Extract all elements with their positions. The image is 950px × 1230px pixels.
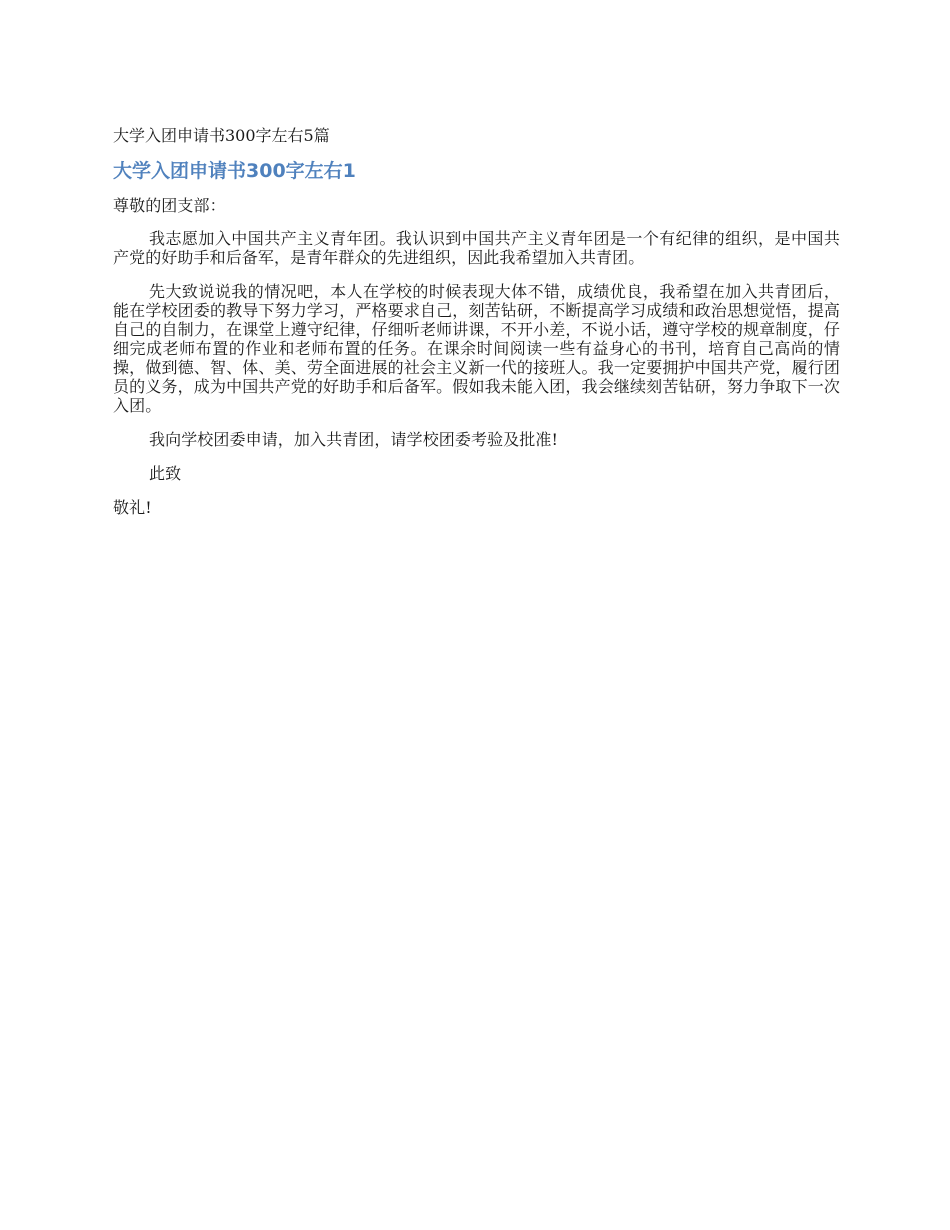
closing-phrase: 此致: [149, 464, 182, 483]
salutation: 尊敬的团支部：: [113, 196, 226, 215]
paragraph-3: 我向学校团委申请，加入共青团，请学校团委考验及批准!: [149, 430, 559, 449]
paragraph-2: 先大致说说我的情况吧，本人在学校的时候表现大体不错，成绩优良，我希望在加入共青团后，能在学校团委的教导下努力学习，严格要求自己，刻苦钻研，不断提高学习成绩和政治思想觉悟，提高自己的自制力，在课堂上遵守纪律，仔细听老师讲课，不开小差，不说小话，遵守学校的规章制度，仔细完成老师布置的作业和老师布置的任务。在课余时间阅读一些有益身心的书刊，培育自己高尚的情操，做到德、智、体、美、劳全面进展的社会主义新一代的接班人。我一定要拥护中国共产党，履行团员的义务，成为中国共产党的好助手和后备军。假如我未能入团，我会继续刻苦钻研，努力争取下一次入团。: [113, 282, 840, 415]
closing-salute: 敬礼!: [113, 498, 152, 517]
document-title: 大学入团申请书300字左右5篇: [113, 126, 330, 145]
paragraph-1: 我志愿加入中国共产主义青年团。我认识到中国共产主义青年团是一个有纪律的组织，是中国共产党的好助手和后备军，是青年群众的先进组织，因此我希望加入共青团。: [113, 229, 840, 267]
section-heading: 大学入团申请书300字左右1: [113, 160, 356, 182]
document-body: [113, 125, 840, 532]
